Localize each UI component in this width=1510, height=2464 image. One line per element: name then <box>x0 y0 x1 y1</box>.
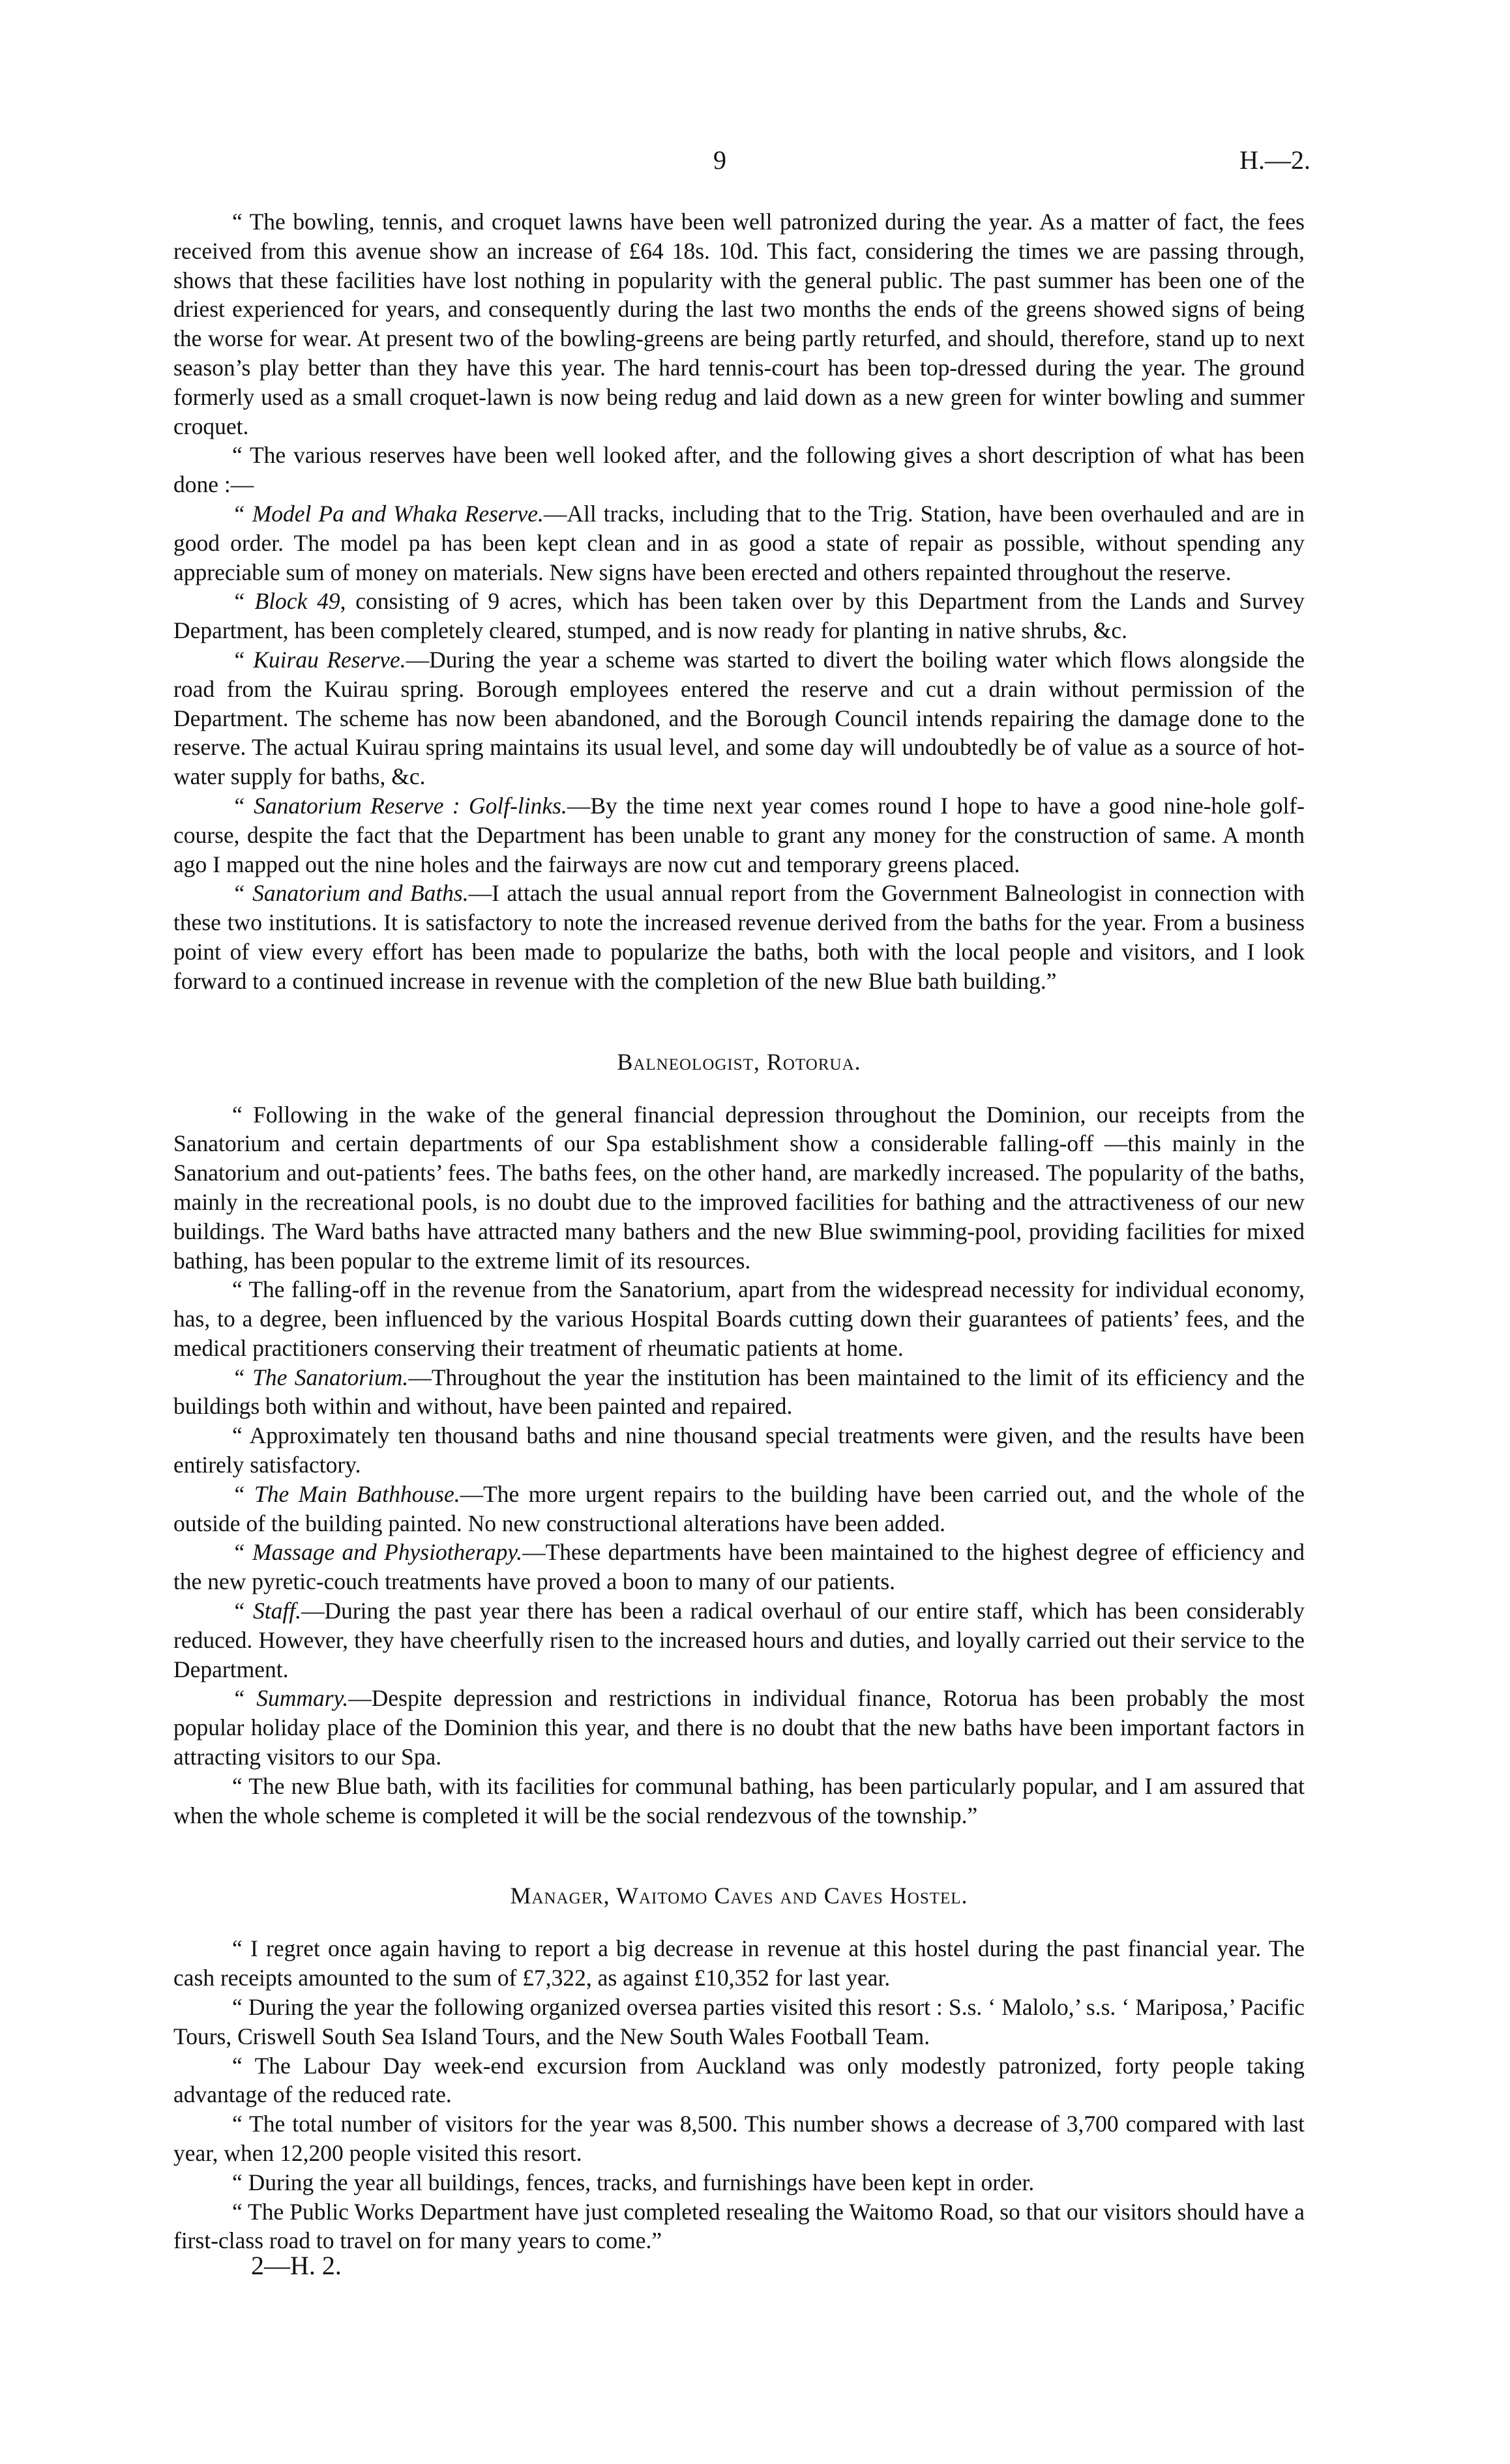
section-waitomo-report <box>173 1934 1305 2255</box>
paragraph: “ Sanatorium Reserve : Golf-links.—By the time next year comes round I hope to have a good nine-hole golf-course, despite the fact that the Department has been unable to grant any money for the construction of same. A month ago I mapped out the nine holes and the fairways are now cut and temporary greens placed. <box>173 792 1305 877</box>
paragraph: “ The total number of visitors for the year was 8,500. This number shows a decrease of 3,700 compared with last year, when 12,200 people visited this resort. <box>173 2111 1305 2167</box>
paragraph: “ The Main Bathhouse.—The more urgent repairs to the building have been carried out, and the whole of the outside of the building painted. No new constructional alterations have been added. <box>173 1480 1305 1536</box>
paragraph: “ Staff.—During the past year there has been a radical overhaul of our entire staff, which has been considerably reduced. However, they have cheerfully risen to the increased hours and duties, and loyally carried out their service to the Department. <box>173 1598 1305 1682</box>
paragraph: “ Summary.—Despite depression and restrictions in individual finance, Rotorua has been probably the most popular holiday place of the Dominion this year, and there is no doubt that the new baths have been important factors in attracting visitors to our Spa. <box>173 1685 1305 1770</box>
paragraph: “ Following in the wake of the general financial depression throughout the Dominion, our receipts from the Sanatorium and certain departments of our Spa establishment show a considerable falling-off —this mainly in the Sanatorium and out-patients’ fees. The baths fees, on the other hand, are markedly increased. The popularity of the baths, mainly in the recreational pools, is no doubt due to the improved facilities for bathing and the attractiveness of our new buildings. The Ward baths have attracted many bathers and the new Blue swimming-pool, providing facilities for mixed bathing, has been popular to the extreme limit of its resources. <box>173 1101 1305 1274</box>
section-heading-balneologist: Balneologist, Rotorua. <box>617 1048 861 1075</box>
paragraph: “ The Public Works Department have just completed resealing the Waitomo Road, so that our visitors should have a first-class road to travel on for many years to come.” <box>173 2198 1305 2254</box>
paragraph: “ The Labour Day week-end excursion from Auckland was only modestly patronized, forty people taking advantage of the reduced rate. <box>173 2052 1305 2108</box>
section-domain-report <box>173 207 1305 996</box>
paragraph: “ I regret once again having to report a big decrease in revenue at this hostel during the past financial year. The cash receipts amounted to the sum of £7,322, as against £10,352 for last year. <box>173 1935 1305 1991</box>
section-heading-waitomo: Manager, Waitomo Caves and Caves Hostel. <box>510 1883 968 1909</box>
paragraph: “ Block 49, consisting of 9 acres, which has been taken over by this Department from the Lands and Survey Department, has been completely cleared, stumped, and is now ready for planting in native shrubs, &c. <box>173 588 1305 644</box>
paragraph: “ Massage and Physiotherapy.—These departments have been maintained to the highest degree of efficiency and the new pyretic-couch treatments have proved a boon to many of our patients. <box>173 1539 1305 1595</box>
paragraph: “ The falling-off in the revenue from the Sanatorium, apart from the widespread necessity for individual economy, has, to a degree, been influenced by the various Hospital Boards cutting down their guarantees of patients’ fees, and the medical practitioners conserving their treatment of rheumatic patients at home. <box>173 1276 1305 1361</box>
paragraph: “ The various reserves have been well looked after, and the following gives a short description of what has been done :— <box>173 442 1305 498</box>
paragraph: “ Sanatorium and Baths.—I attach the usual annual report from the Government Balneologist in connection with these two institutions. It is satisfactory to note the increased revenue derived from the baths for the year. From a business point of view every effort has been made to popularize the baths, both with the local people and visitors, and I look forward to a continued increase in revenue with the completion of the new Blue bath building.” <box>173 880 1305 994</box>
paragraph: “ During the year all buildings, fences, tracks, and furnishings have been kept in order. <box>232 2169 1035 2195</box>
signature-mark: 2—H. 2. <box>251 2251 342 2280</box>
paragraph: “ The Sanatorium.—Throughout the year the institution has been maintained to the limit of its efficiency and the buildings both within and without, have been painted and repaired. <box>173 1364 1305 1420</box>
page-header <box>0 145 1510 184</box>
paragraph: “ Kuirau Reserve.—During the year a scheme was started to divert the boiling water which flows alongside the road from the Kuirau spring. Borough employees entered the reserve and cut a drain without permission of the Department. The scheme has now been abandoned, and the Borough Council intends repairing the damage done to the reserve. The actual Kuirau spring maintains its usual level, and some day will undoubtedly be of value as a source of hot-water supply for baths, &c. <box>173 646 1305 790</box>
paragraph: “ The new Blue bath, with its facilities for communal bathing, has been particularly popular, and I am assured that when the whole scheme is completed it will be the social rendezvous of the township.” <box>173 1772 1305 1828</box>
document-body <box>173 207 1305 2255</box>
document-reference: H.—2. <box>1239 145 1310 175</box>
paragraph: “ Model Pa and Whaka Reserve.—All tracks, including that to the Trig. Station, have been overhauled and are in good order. The model pa has been kept clean and in as good a state of repair as possible, without spending any appreciable sum of money on materials. New signs have been erected and others repainted throughout the reserve. <box>173 500 1305 585</box>
paragraph: “ During the year the following organized oversea parties visited this resort : S.s. ‘ Malolo,’ s.s. ‘ Mariposa,’ Pacific Tours, Criswell South Sea Island Tours, and the New South Wales Football Team. <box>173 1994 1305 2049</box>
section-balneologist-report <box>173 1100 1305 1830</box>
paragraph: “ The bowling, tennis, and croquet lawns have been well patronized during the year. As a matter of fact, the fees received from this avenue show an increase of £64 18s. 10d. This fact, considering the times we are passing through, shows that these facilities have lost nothing in popularity with the general public. The past summer has been one of the driest experienced for years, and consequently during the last two months the ends of the greens showed signs of being the worse for wear. At present two of the bowling-greens are being partly returfed, and should, therefore, stand up to next season’s play better than they have this year. The hard tennis-court has been top-dressed during the year. The ground formerly used as a small croquet-lawn is now being redug and laid down as a new green for winter bowling and summer croquet. <box>173 209 1305 439</box>
page-number: 9 <box>713 145 726 175</box>
paragraph: “ Approximately ten thousand baths and nine thousand special treatments were given, and the results have been entirely satisfactory. <box>173 1422 1305 1478</box>
